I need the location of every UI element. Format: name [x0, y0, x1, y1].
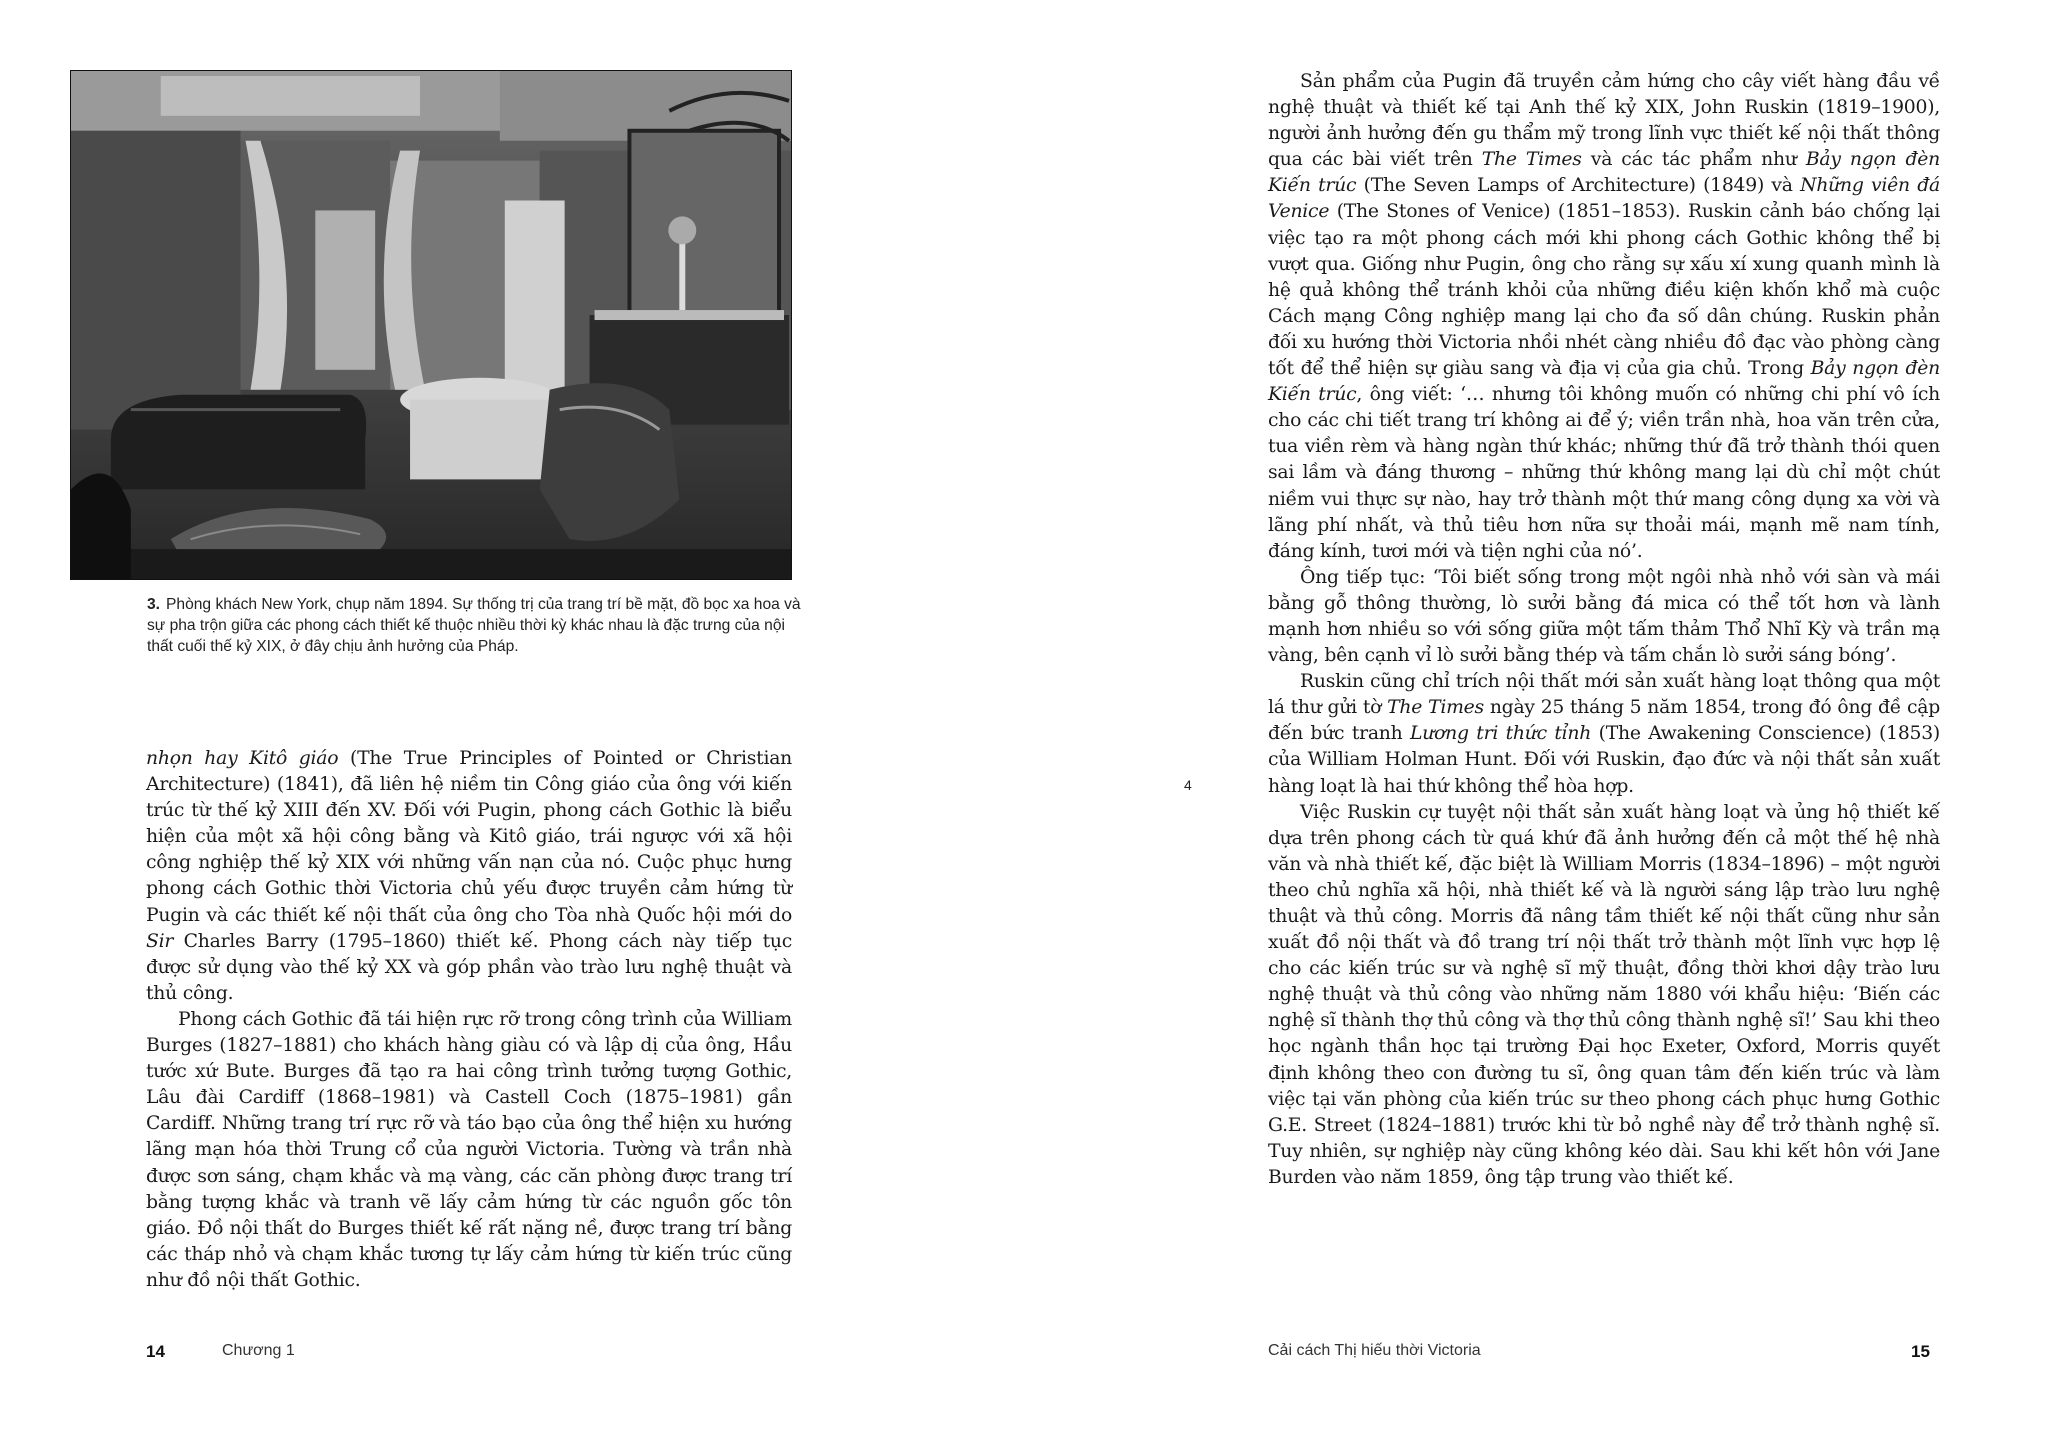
seven-lamps-italic: Bảy ngọn đèn Kiến trúc	[1268, 149, 1940, 197]
text-run: và các tác phẩm như	[1581, 149, 1806, 171]
left-paragraph-1	[146, 746, 792, 1007]
the-times-italic: The Times	[1481, 149, 1582, 171]
right-page-number: 15	[1911, 1342, 1930, 1361]
caption-text: Phòng khách New York, chụp năm 1894. Sự thống trị của trang trí bề mặt, đồ bọc xa hoa và sự pha trộn giữa các phong cách thiết kế thuộc nhiều thời kỳ khác nhau là đặc trưng của nội thất cuối thế kỷ XIX, ở đây chịu ảnh hưởng của Pháp.	[147, 596, 801, 655]
parlour-illustration	[71, 71, 791, 579]
right-paragraph-3	[1268, 669, 1940, 799]
text-run: , ông viết: ‘… nhưng tôi không muốn có những chi phí vô ích cho các chi tiết trang trí không ai để ý; viền trần nhà, hoa văn trên cửa, tua viền rèm và hàng ngàn thứ khác; những thứ đã trở thành thói quen sai lầm và đáng thương – những thứ không mang lại dù chỉ một chút niềm vui thực sự nào, hay trở thành một thứ mang công dụng xa vời và lãng phí nhất, và thủ tiêu hơn nữa sự thoải mái, mạnh mẽ nam tính, đáng kính, tươi mới và tiện nghi của nó’.	[1268, 384, 1940, 562]
left-folio	[146, 1342, 165, 1362]
book-title-italic: nhọn hay Kitô giáo	[146, 748, 339, 769]
photo-victorian-parlour	[70, 70, 792, 580]
right-page	[1024, 0, 2048, 1433]
text-run: (The Seven Lamps of Architecture) (1849) và	[1356, 175, 1801, 197]
text-run: (The Awakening Conscience) (1853) của William Holman Hunt. Đối với Ruskin, đạo đức và nội thất sản xuất hàng loạt là hai thứ không thể hòa hợp.	[1268, 723, 1940, 797]
sir-italic: Sir	[146, 930, 174, 952]
caption-number: 3.	[147, 596, 161, 613]
seven-lamps-italic-2: Bảy ngọn đèn Kiến trúc	[1268, 358, 1940, 406]
margin-note-number: 4	[1184, 777, 1192, 793]
photo-caption	[147, 594, 807, 657]
right-body-text	[1268, 69, 1940, 1191]
text-run: Sản phẩm của Pugin đã truyền cảm hứng cho cây viết hàng đầu về nghệ thuật và thiết kế tại Anh thế kỷ XIX, John Ruskin (1819–1900), người ảnh hưởng đến gu thẩm mỹ trong lĩnh vực thiết kế nội thất thông qua các bài viết trên	[1268, 71, 1940, 171]
text-run: ngày 25 tháng 5 năm 1854, trong đó ông đề cập đến bức tranh	[1268, 697, 1940, 745]
right-running-head: Cải cách Thị hiếu thời Victoria	[1268, 1342, 1481, 1359]
right-folio	[1911, 1342, 1930, 1362]
left-page-number: 14	[146, 1342, 165, 1361]
right-paragraph-1	[1268, 69, 1940, 565]
text-run: (The Stones of Venice) (1851–1853). Ruskin cảnh báo chống lại việc tạo ra một phong cách mới khi phong cách Gothic không thể bị vượt qua. Giống như Pugin, ông cho rằng sự xấu xí xung quanh mình là hệ quả không thể tránh khỏi của những điều kiện khốn khổ mà cuộc Cách mạng Công nghiệp mang lại cho đa số dân chúng. Ruskin phản đối xu hướng thời Victoria nhồi nhét càng nhiều đồ đạc vào phòng càng tốt để thể hiện sự giàu sang và địa vị của gia chủ. Trong	[1268, 201, 1940, 380]
left-body-text	[146, 746, 792, 1294]
stones-of-venice-italic: Những viên đá Venice	[1268, 175, 1940, 223]
right-paragraph-2: Ông tiếp tục: ‘Tôi biết sống trong một ngôi nhà nhỏ với sàn và mái bằng gỗ thông thường, lò sưởi bằng đá mica có thể tốt hơn và lành mạnh hơn nhiều so với sống giữa một tấm thảm Thổ Nhĩ Kỳ và trần mạ vàng, bên cạnh vỉ lò sưởi bằng thép và tấm chắn lò sưởi sáng bóng’.	[1268, 566, 1940, 667]
text-run: Charles Barry (1795–1860) thiết kế. Phong cách này tiếp tục được sử dụng vào thế kỷ XX và góp phần vào trào lưu nghệ thuật và thủ công.	[146, 930, 792, 1004]
right-paragraph-4: Việc Ruskin cự tuyệt nội thất sản xuất hàng loạt và ủng hộ thiết kế dựa trên phong cách từ quá khứ đã ảnh hưởng đến cả một thế hệ nhà văn và nhà thiết kế, đặc biệt là William Morris (1834–1896) – một người theo chủ nghĩa xã hội, nhà thiết kế và là người sáng lập trào lưu nghệ thuật và thủ công. Morris đã nâng tầm thiết kế nội thất cũng như sản xuất đồ nội thất và đồ trang trí nội thất trở thành một lĩnh vực hợp lệ cho các kiến trúc sư và nghệ sĩ mỹ thuật, đồng thời khơi dậy trào lưu nghệ thuật và thủ công vào những năm 1880 với khẩu hiệu: ‘Biến các nghệ sĩ thành thợ thủ công và thợ thủ công thành nghệ sĩ!’ Sau khi theo học ngành thần học tại trường Đại học Exeter, Oxford, Morris quyết định không theo con đường tu sĩ, ông quan tâm đến kiến trúc và làm việc tại văn phòng của kiến trúc sư theo phong cách phục hưng Gothic G.E. Street (1824–1881) trước khi từ bỏ nghề này để trở thành nghệ sĩ. Tuy nhiên, sự nghiệp này cũng không kéo dài. Sau khi kết hôn với Jane Burden vào năm 1859, ông tập trung vào thiết kế.	[1268, 801, 1940, 1188]
text-run: (The True Principles of Pointed or Christian Architecture) (1841), đã liên hệ niềm tin Công giáo của ông với kiến trúc từ thế kỷ XIII đến XV. Đối với Pugin, phong cách Gothic là biểu hiện của một xã hội công bằng và Kitô giáo, trái ngược với xã hội công nghiệp thế kỷ XIX với những vấn nạn của nó. Cuộc phục hưng phong cách Gothic thời Victoria chủ yếu được truyền cảm hứng từ Pugin và các thiết kế nội thất của ông cho Tòa nhà Quốc hội mới do	[146, 748, 792, 926]
awakening-conscience-italic: Lương tri thức tỉnh	[1410, 723, 1592, 745]
left-running-head: Chương 1	[222, 1342, 295, 1359]
left-paragraph-2: Phong cách Gothic đã tái hiện rực rỡ trong công trình của William Burges (1827–1881) cho khách hàng giàu có và lập dị của ông, Hầu tước xứ Bute. Burges đã tạo ra hai công trình tưởng tượng Gothic, Lâu đài Cardiff (1868–1981) và Castell Coch (1875–1981) gần Cardiff. Những trang trí rực rỡ và táo bạo của ông thể hiện xu hướng lãng mạn hóa thời Trung cổ của người Victoria. Tường và trần nhà được sơn sáng, chạm khắc và mạ vàng, các căn phòng được trang trí bằng tượng khắc và tranh vẽ lấy cảm hứng từ các nguồn gốc tôn giáo. Đồ nội thất do Burges thiết kế rất nặng nề, được trang trí bằng các tháp nhỏ và chạm khắc tương tự lấy cảm hứng từ kiến trúc cũng như đồ nội thất Gothic.	[146, 1008, 792, 1291]
the-times-italic-2: The Times	[1387, 697, 1484, 719]
text-run: Ruskin cũng chỉ trích nội thất mới sản xuất hàng loạt thông qua một lá thư gửi tờ	[1268, 671, 1940, 719]
